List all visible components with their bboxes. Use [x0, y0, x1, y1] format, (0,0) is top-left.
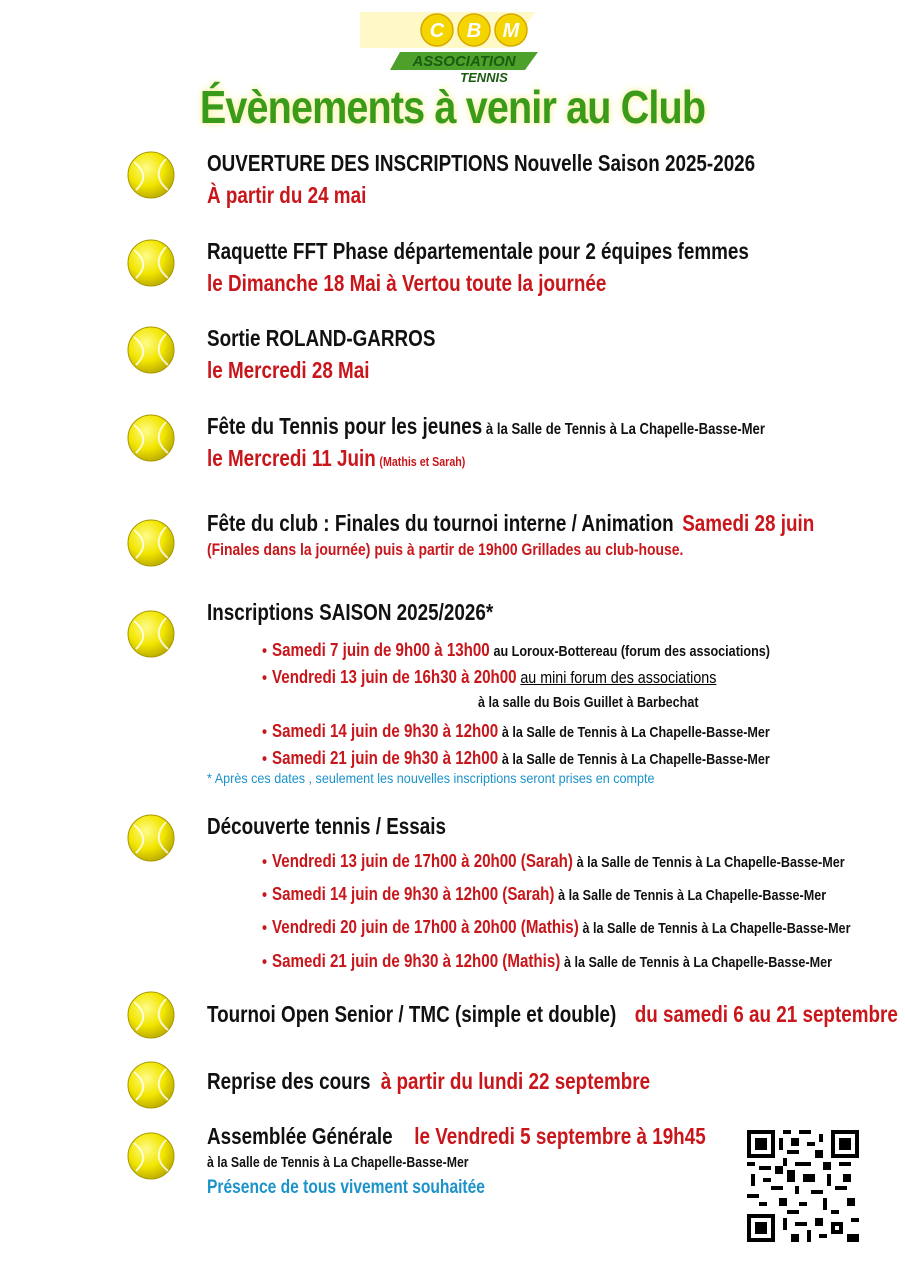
event-date: À partir du 24 mai: [207, 182, 367, 208]
event-inscriptions-saison: [207, 599, 556, 626]
session-item: • Vendredi 13 juin de 17h00 à 20h00 (Sarah) à la Salle de Tennis à La Chapelle-Basse-Mer: [262, 851, 845, 871]
session-item: • Vendredi 13 juin de 16h30 à 20h00 au mini forum des associations: [262, 667, 717, 687]
event-decouverte-tennis: [207, 813, 498, 840]
event-fete-tennis-jeunes: [207, 413, 887, 472]
session-where: au mini forum des associations: [520, 668, 717, 687]
logo-association: ASSOCIATION: [412, 53, 516, 70]
session-where: à la Salle de Tennis à La Chapelle-Basse-Mer: [564, 954, 832, 971]
tennis-ball-icon: [126, 238, 176, 288]
event-detail: (Finales dans la journée) puis à partir de 19h00 Grillades au club-house.: [207, 540, 684, 559]
event-reprise-cours: [207, 1068, 747, 1095]
event-title: Découverte tennis / Essais: [207, 813, 447, 839]
event-title: Sortie ROLAND-GARROS: [207, 325, 436, 351]
session-where: à la Salle de Tennis à La Chapelle-Basse-Mer: [501, 751, 770, 768]
qr-code[interactable]: [747, 1130, 859, 1242]
event-title: OUVERTURE DES INSCRIPTIONS Nouvelle Saison 2025-2026: [207, 150, 756, 176]
session-where-detail: à la salle du Bois Guillet à Barbechat: [478, 694, 699, 711]
tennis-ball-icon: [126, 813, 176, 863]
event-raquette-fft: [207, 238, 868, 297]
event-date: Samedi 28 juin: [682, 510, 815, 536]
tennis-ball-icon: [126, 1131, 176, 1181]
session-when: Samedi 21 juin de 9h30 à 12h00 (Mathis): [272, 951, 561, 971]
session-when: Vendredi 20 juin de 17h00 à 20h00 (Mathis): [272, 917, 579, 937]
logo-letter-b: B: [466, 20, 482, 42]
inscriptions-note: * Après ces dates , seulement les nouvelles inscriptions seront prises en compte: [207, 770, 655, 786]
event-date: du samedi 6 au 21 septembre: [634, 1001, 898, 1027]
event-title: Fête du club : Finales du tournoi interne / Animation: [207, 510, 674, 536]
tennis-ball-icon: [126, 413, 176, 463]
event-who: (Mathis et Sarah): [379, 454, 466, 469]
event-date: le Mercredi 28 Mai: [207, 357, 370, 383]
tennis-ball-icon: [126, 1060, 176, 1110]
session-where: à la Salle de Tennis à La Chapelle-Basse-Mer: [576, 854, 845, 871]
session-where: à la Salle de Tennis à La Chapelle-Basse-Mer: [558, 887, 827, 904]
event-place: à la Salle de Tennis à La Chapelle-Basse-Mer: [485, 421, 765, 438]
page-title: Évènements à venir au Club: [199, 81, 706, 133]
logo-letter-c: C: [429, 20, 445, 42]
event-place: à la Salle de Tennis à La Chapelle-Basse-Mer: [207, 1154, 469, 1171]
event-tournoi-open: [207, 1001, 905, 1028]
session-item: • Samedi 14 juin de 9h30 à 12h00 (Sarah) à la Salle de Tennis à La Chapelle-Basse-Mer: [262, 884, 827, 904]
session-when: Samedi 14 juin de 9h30 à 12h00: [272, 721, 499, 741]
tennis-ball-icon: [126, 518, 176, 568]
tennis-ball-icon: [126, 325, 176, 375]
event-date: le Mercredi 11 Juin: [207, 445, 376, 471]
session-where: à la Salle de Tennis à La Chapelle-Basse-Mer: [501, 724, 770, 741]
session-where: à la Salle de Tennis à La Chapelle-Basse-Mer: [582, 920, 851, 937]
event-note: Présence de tous vivement souhaitée: [207, 1177, 485, 1198]
event-date: à partir du lundi 22 septembre: [380, 1068, 651, 1094]
logo-tennis: TENNIS: [460, 70, 508, 85]
session-when: Vendredi 13 juin de 17h00 à 20h00 (Sarah): [272, 851, 573, 871]
event-title: Fête du Tennis pour les jeunes: [207, 413, 483, 439]
event-inscriptions-opening: [207, 150, 875, 209]
cbm-tennis-logo: [360, 8, 550, 88]
tennis-ball-icon: [126, 990, 176, 1040]
event-fete-club: [207, 510, 905, 560]
session-item: • Samedi 7 juin de 9h00 à 13h00 au Loroux-Bottereau (forum des associations): [262, 640, 770, 660]
event-title: Raquette FFT Phase départementale pour 2 équipes femmes: [207, 238, 749, 264]
session-when: Samedi 14 juin de 9h30 à 12h00 (Sarah): [272, 884, 555, 904]
tennis-ball-icon: [126, 609, 176, 659]
event-title: Reprise des cours: [207, 1068, 371, 1094]
event-title: Assemblée Générale: [207, 1123, 393, 1149]
event-assemblee-generale: [207, 1123, 815, 1199]
event-roland-garros: [207, 325, 486, 384]
session-item: • Vendredi 20 juin de 17h00 à 20h00 (Mathis) à la Salle de Tennis à La Chapelle-Basse-Mer: [262, 917, 851, 937]
event-date: le Dimanche 18 Mai à Vertou toute la journée: [207, 270, 607, 296]
session-item: • Samedi 21 juin de 9h30 à 12h00 à la Salle de Tennis à La Chapelle-Basse-Mer: [262, 748, 770, 768]
session-when: Samedi 21 juin de 9h30 à 12h00: [272, 748, 499, 768]
event-title: Tournoi Open Senior / TMC (simple et double): [207, 1001, 617, 1027]
session-item: • Samedi 21 juin de 9h30 à 12h00 (Mathis) à la Salle de Tennis à La Chapelle-Basse-Mer: [262, 951, 832, 971]
session-where: au Loroux-Bottereau (forum des associations): [493, 643, 770, 660]
event-title: Inscriptions SAISON 2025/2026*: [207, 599, 494, 625]
session-when: Samedi 7 juin de 9h00 à 13h00: [272, 640, 490, 660]
logo-letter-m: M: [502, 20, 520, 42]
event-date: le Vendredi 5 septembre à 19h45: [414, 1123, 706, 1149]
session-when: Vendredi 13 juin de 16h30 à 20h00: [272, 667, 517, 687]
session-item: • Samedi 14 juin de 9h30 à 12h00 à la Salle de Tennis à La Chapelle-Basse-Mer: [262, 721, 770, 741]
tennis-ball-icon: [126, 150, 176, 200]
